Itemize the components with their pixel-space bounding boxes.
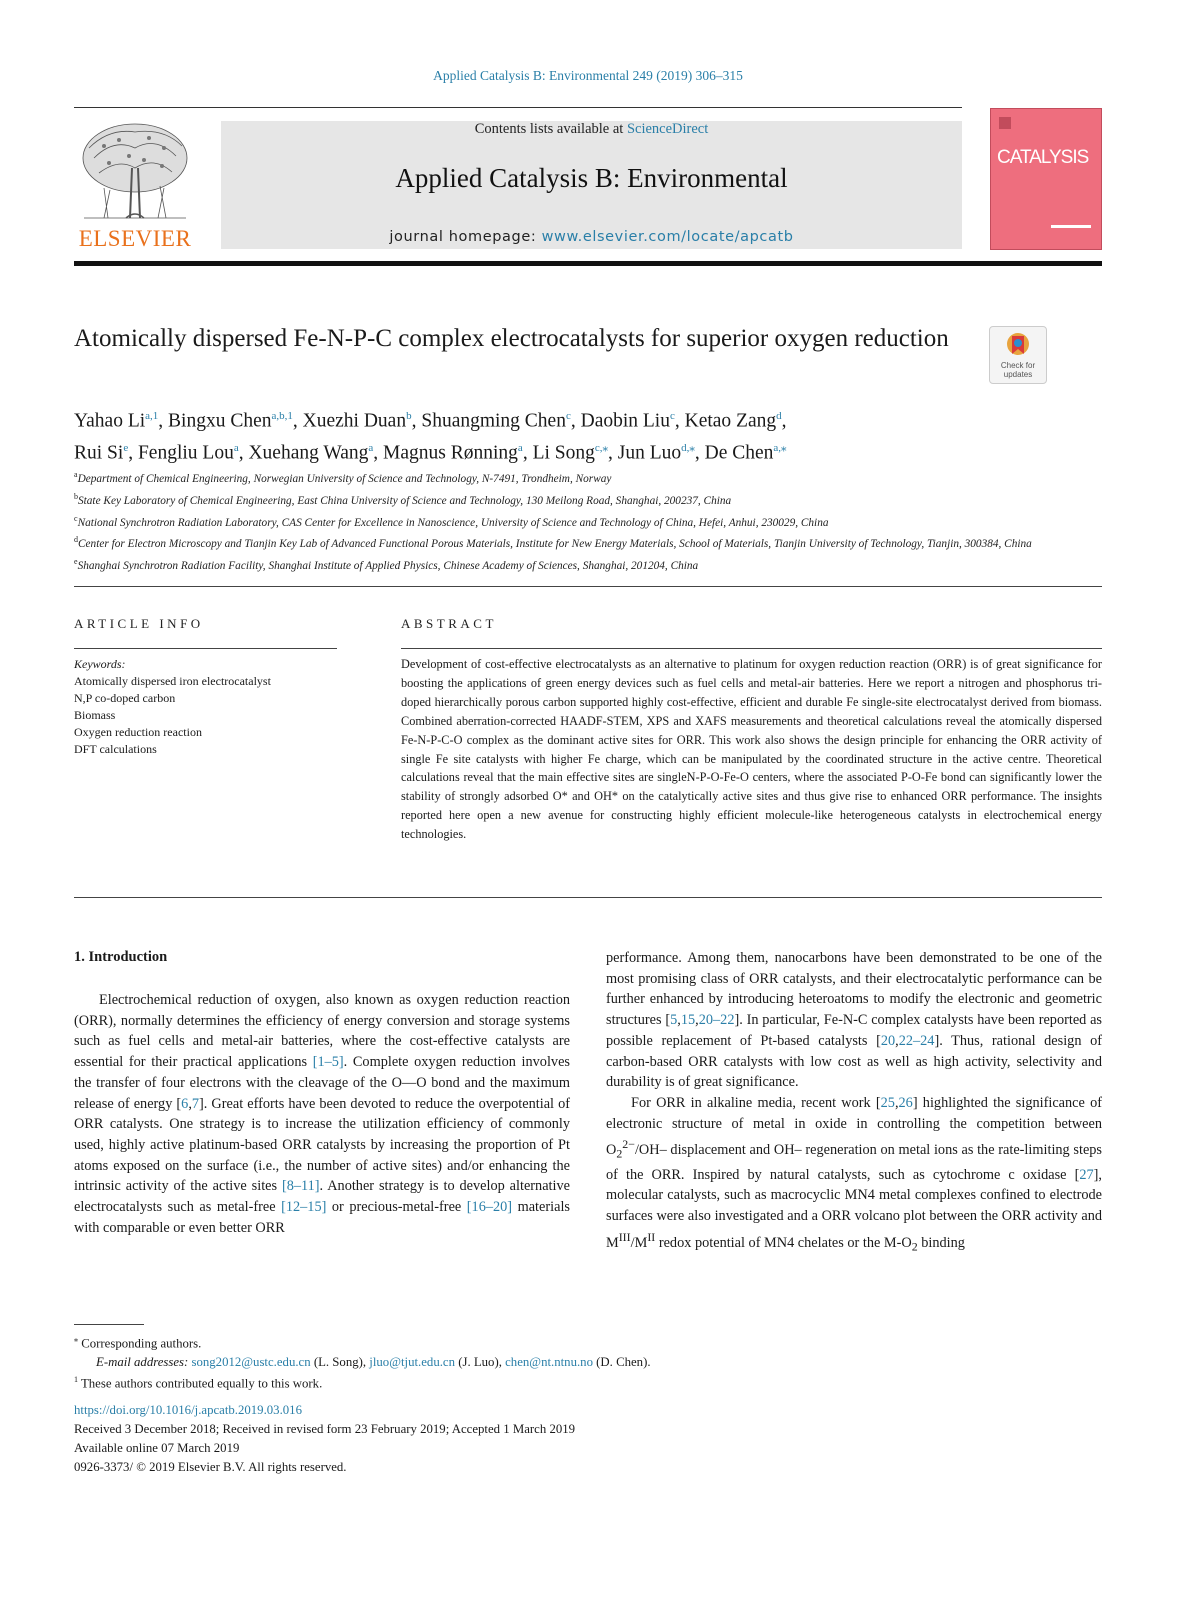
keywords-label: Keywords:	[74, 657, 126, 671]
author-name: Xuehang Wang	[248, 442, 369, 463]
author-affiliation-marker[interactable]: a,⁎	[773, 441, 787, 454]
citation-link[interactable]: 20–22	[698, 1012, 735, 1029]
affiliation-text: State Key Laboratory of Chemical Engineering, East China University of Science and Technology, 130 Meilong Road, Shanghai, 200237, China	[78, 494, 732, 507]
affiliation-key: b	[74, 491, 78, 501]
author-name: Bingxu Chen	[168, 410, 272, 432]
keyword: N,P co-doped carbon	[74, 691, 176, 705]
article-info-heading: ARTICLE INFO	[74, 616, 204, 631]
author-affiliation-marker[interactable]: b	[406, 410, 412, 422]
header-top-rule	[74, 107, 962, 108]
superscript: III	[618, 1229, 631, 1244]
corresponding-footnote: ⁎ Corresponding authors.	[74, 1335, 202, 1351]
check-for-updates-badge[interactable]	[989, 326, 1047, 384]
subscript: 2	[911, 1239, 918, 1254]
affiliation-key: c	[74, 513, 78, 523]
affiliation-key: d	[74, 535, 78, 545]
author-name: Magnus Rønning	[383, 442, 518, 463]
affiliation	[74, 488, 1102, 510]
affiliation-list	[74, 466, 1102, 575]
author-affiliation-marker[interactable]: a,1	[145, 410, 159, 422]
contents-line: Contents lists available at ScienceDirect	[474, 121, 709, 137]
abstract-rule	[401, 648, 1102, 649]
author-name: Jun Luo	[617, 442, 682, 463]
affiliations-rule	[74, 586, 1102, 587]
abstract-heading: ABSTRACT	[401, 616, 497, 631]
email-link[interactable]: chen@nt.ntnu.no	[505, 1354, 593, 1369]
paragraph: performance. Among them, nanocarbons have been demonstrated to be one of the most promising class of ORR catalysts, and their electrocatalytic performance can be further enhanced by introducing heteroatoms to modify the electronic and geometric structures [5,15,20–22]. In particular, Fe-N-C complex catalysts have been reported as possible replacement of Pt-based catalysts [20,22–24]. Thus, rational design of carbon-based ORR catalysts with low cost as well as high activity, selectivity and durability is of great significance.	[606, 950, 1102, 1091]
email-link[interactable]: jluo@tjut.edu.cn	[369, 1354, 455, 1369]
citation-link[interactable]: [8–11]	[281, 1178, 320, 1195]
author-affiliation-marker[interactable]: a	[368, 441, 374, 454]
online-date: Available online 07 March 2019	[74, 1441, 240, 1455]
subscript: 2	[616, 1146, 623, 1161]
journal-header-box	[221, 121, 962, 249]
homepage-line: journal homepage: www.elsevier.com/locate/apcatb	[389, 229, 794, 245]
citation-link[interactable]: 27	[1079, 1166, 1094, 1183]
bookmark-icon	[1005, 332, 1031, 360]
affiliation-key: a	[74, 470, 78, 479]
journal-name: Applied Catalysis B: Environmental	[395, 163, 788, 193]
equal-contribution-footnote: $^1$ These authors contributed equally to this work.	[74, 1375, 323, 1391]
footnotes	[74, 1331, 1102, 1393]
author-affiliation-marker[interactable]: a,b,1	[271, 410, 293, 422]
citation-link[interactable]: 26	[898, 1094, 913, 1111]
author-name: Li Song	[532, 442, 595, 463]
citation-link[interactable]: 15	[680, 1012, 696, 1029]
author-name: Ketao Zang	[684, 410, 777, 432]
citation-link[interactable]: [12–15]	[281, 1199, 327, 1216]
author-name: Fengliu Lou	[137, 442, 234, 463]
email-link[interactable]: song2012@ustc.edu.cn	[191, 1354, 311, 1369]
email-footnote: E-mail addresses: song2012@ustc.edu.cn (L. Song), jluo@tjut.edu.cn (J. Luo), chen@nt.ntnu.no (D. Chen).	[96, 1354, 651, 1369]
author-list: Yahao Li$^{a,1}$, Bingxu Chen$^{a,b,1}$, Xuezhi Duan$^b$, Shuangming Chen$^c$, Daobin Liu$^c$, Ketao Zang$^d$, Rui Si$^e$, Fengliu Lou$^a$, Xuehang Wang$^a$, Magnus Rønning$^a$, Li Song$^{c,⁎}$, Jun Luo$^{d,⁎}$, De Chen$^{a,⁎}$	[74, 410, 787, 463]
superscript: 2−	[622, 1137, 635, 1152]
journal-reference[interactable]: Applied Catalysis B: Environmental 249 (2019) 306–315	[433, 68, 743, 83]
article-metadata	[74, 1401, 1102, 1477]
author-affiliation-marker[interactable]: c	[669, 410, 675, 422]
affiliation-key: e	[74, 557, 78, 567]
author-affiliation-marker[interactable]: c	[565, 410, 571, 422]
author-name: Xuezhi Duan	[302, 410, 407, 432]
received-dates: Received 3 December 2018; Received in revised form 23 February 2019; Accepted 1 March 2019	[74, 1422, 576, 1436]
cover-logo	[999, 117, 1011, 129]
citation-link[interactable]: 25	[880, 1094, 895, 1111]
affiliation	[74, 510, 1102, 532]
author-name: Shuangming Chen	[421, 410, 566, 432]
header-bottom-rule	[74, 261, 1102, 266]
author-name: Rui Si	[74, 442, 124, 463]
body-column-left	[74, 990, 570, 1238]
citation-link[interactable]: 5	[670, 1012, 678, 1029]
abstract-text: Development of cost-effective electrocatalysts as an alternative to platinum for oxygen reduction reaction (ORR) is of great significance for boosting the applications of green energy devices such as fuel cells and metal-air batteries. Here we report a nitrogen and phosphorus tri-doped hierarchically porous carbon supported highly cost-effective, efficient and durable Fe single-site electrocatalyst derived from biomass. Combined aberration-corrected HAADF-STEM, XPS and XAFS measurements and theoretical calculations reveal the atomically dispersed Fe-N-P-C-O complex as the dominant active sites for ORR. This work also shows the design principle for enhancing the ORR activity of single Fe site catalysts with higher Fe charge, which can be manipulated by the coordinated structure in the active centre. Theoretical calculations reveal that the main effective sites are singleN-P-O-Fe-O centers, where the associated P-O-Fe bond can significantly lower the stability of strongly adsorbed O* and OH* on the catalytically active sites and thus give rise to enhanced ORR performance. The insights reported here open a new avenue for constructing highly efficient molecule-like heterogeneous catalysts in electrochemical energy technologies.	[401, 657, 1102, 842]
citation-link[interactable]: [16–20]	[466, 1199, 513, 1216]
superscript: II	[647, 1229, 656, 1244]
affiliation-text: Center for Electron Microscopy and Tianjin Key Lab of Advanced Functional Porous Materials, Institute for New Energy Materials, School of Materials, Tianjin University of Technology, Tianjin, 300384, China	[78, 538, 1032, 551]
keyword-list	[74, 673, 344, 758]
article-title: Atomically dispersed Fe-N-P-C complex electrocatalysts for superior oxygen reduction	[74, 325, 949, 352]
author-affiliation-marker[interactable]: a	[517, 441, 523, 454]
author-affiliation-marker[interactable]: d,⁎	[681, 441, 695, 454]
sciencedirect-link[interactable]: ScienceDirect	[626, 121, 709, 137]
affiliation-text: Shanghai Synchrotron Radiation Facility, Shanghai Institute of Applied Physics, Chinese Academy of Sciences, Shanghai, 201204, China	[77, 559, 699, 572]
keyword: Oxygen reduction reaction	[74, 725, 202, 739]
keyword: Atomically dispersed iron electrocatalyst	[74, 674, 271, 688]
paragraph: Electrochemical reduction of oxygen, also known as oxygen reduction reaction (ORR), normally determines the efficiency of energy conversion and storage systems such as fuel cells and metal-air batteries, where the cost-effective catalysts are essential for their practical applications [1–5]. Complete oxygen reduction involves the transfer of four electrons with the cleavage of the O—O bond and the maximum release of energy [6,7]. Great efforts have been devoted to reduce the overpotential of ORR catalysts. One strategy is to increase the utilization efficiency of commonly used, highly active platinum-based ORR catalysts by increasing the proportion of Pt atoms exposed on the surface (i.e., the number of active sites) and/or enhancing the intrinsic activity of the active sites [8–11]. Another strategy is to develop alternative electrocatalysts such as metal-free [12–15] or precious-metal-free [16–20] materials with comparable or even better ORR	[74, 992, 570, 1236]
publisher-wordmark: ELSEVIER	[78, 226, 192, 251]
keywords-block	[74, 656, 344, 758]
citation-link[interactable]: 22–24	[898, 1032, 935, 1049]
homepage-link[interactable]: www.elsevier.com/locate/apcatb	[541, 229, 794, 245]
author-affiliation-marker[interactable]: c,⁎	[594, 441, 609, 454]
citation-link[interactable]: 6	[181, 1095, 189, 1112]
journal-cover-thumbnail[interactable]	[990, 108, 1102, 250]
abstract-bottom-rule	[74, 897, 1102, 898]
affiliation	[74, 466, 1102, 488]
doi-link[interactable]: https://doi.org/10.1016/j.apcatb.2019.03.016	[74, 1403, 302, 1417]
affiliation-text: Department of Chemical Engineering, Norwegian University of Science and Technology, N-7491, Trondheim, Norway	[77, 472, 612, 485]
footnote-rule	[74, 1324, 144, 1325]
copyright: 0926-3373/ © 2019 Elsevier B.V. All rights reserved.	[74, 1460, 347, 1474]
author-affiliation-marker[interactable]: d	[776, 410, 782, 422]
article-info-rule	[74, 648, 337, 649]
body-column-right	[606, 948, 1102, 1257]
affiliation	[74, 553, 1102, 575]
author-affiliation-marker[interactable]: a	[233, 441, 239, 454]
citation-link[interactable]: 7	[191, 1095, 200, 1112]
keyword: Biomass	[74, 708, 116, 722]
affiliation-text: National Synchrotron Radiation Laboratory, CAS Center for Excellence in Nanoscience, University of Science and Technology of China, Hefei, Anhui, 230029, China	[77, 516, 829, 529]
cover-rule	[1051, 225, 1091, 228]
author-name: Yahao Li	[74, 410, 146, 432]
author-name: De Chen	[704, 442, 774, 463]
author-affiliation-marker[interactable]: e	[123, 441, 129, 454]
citation-link[interactable]: [1–5]	[312, 1054, 344, 1071]
affiliation	[74, 531, 1102, 553]
cover-title: CATALYSIS	[997, 147, 1089, 168]
check-for-updates-label: Check for updates	[1000, 361, 1036, 379]
author-name: Daobin Liu	[580, 410, 670, 432]
paragraph: For ORR in alkaline media, recent work [25,26] highlighted the significance of electronic structure of metal in oxide in controlling the competition between $O_2^{2-}/OH-$ displacement and OH– regeneration on metal ions as the rate-limiting steps of the ORR. Inspired by natural catalysts, such as cytochrome c oxidase [27], molecular catalysts, such as macrocyclic MN4 metal complexes confined to electrode surfaces were also investigated and a ORR volcano plot between the ORR activity and $M^{III}/M^{II}$ redox potential of MN4 chelates or the $M-O_2$ binding	[606, 1094, 1102, 1254]
keyword: DFT calculations	[74, 742, 157, 756]
introduction-heading: 1. Introduction	[74, 949, 168, 965]
citation-link[interactable]: 20	[880, 1032, 896, 1049]
